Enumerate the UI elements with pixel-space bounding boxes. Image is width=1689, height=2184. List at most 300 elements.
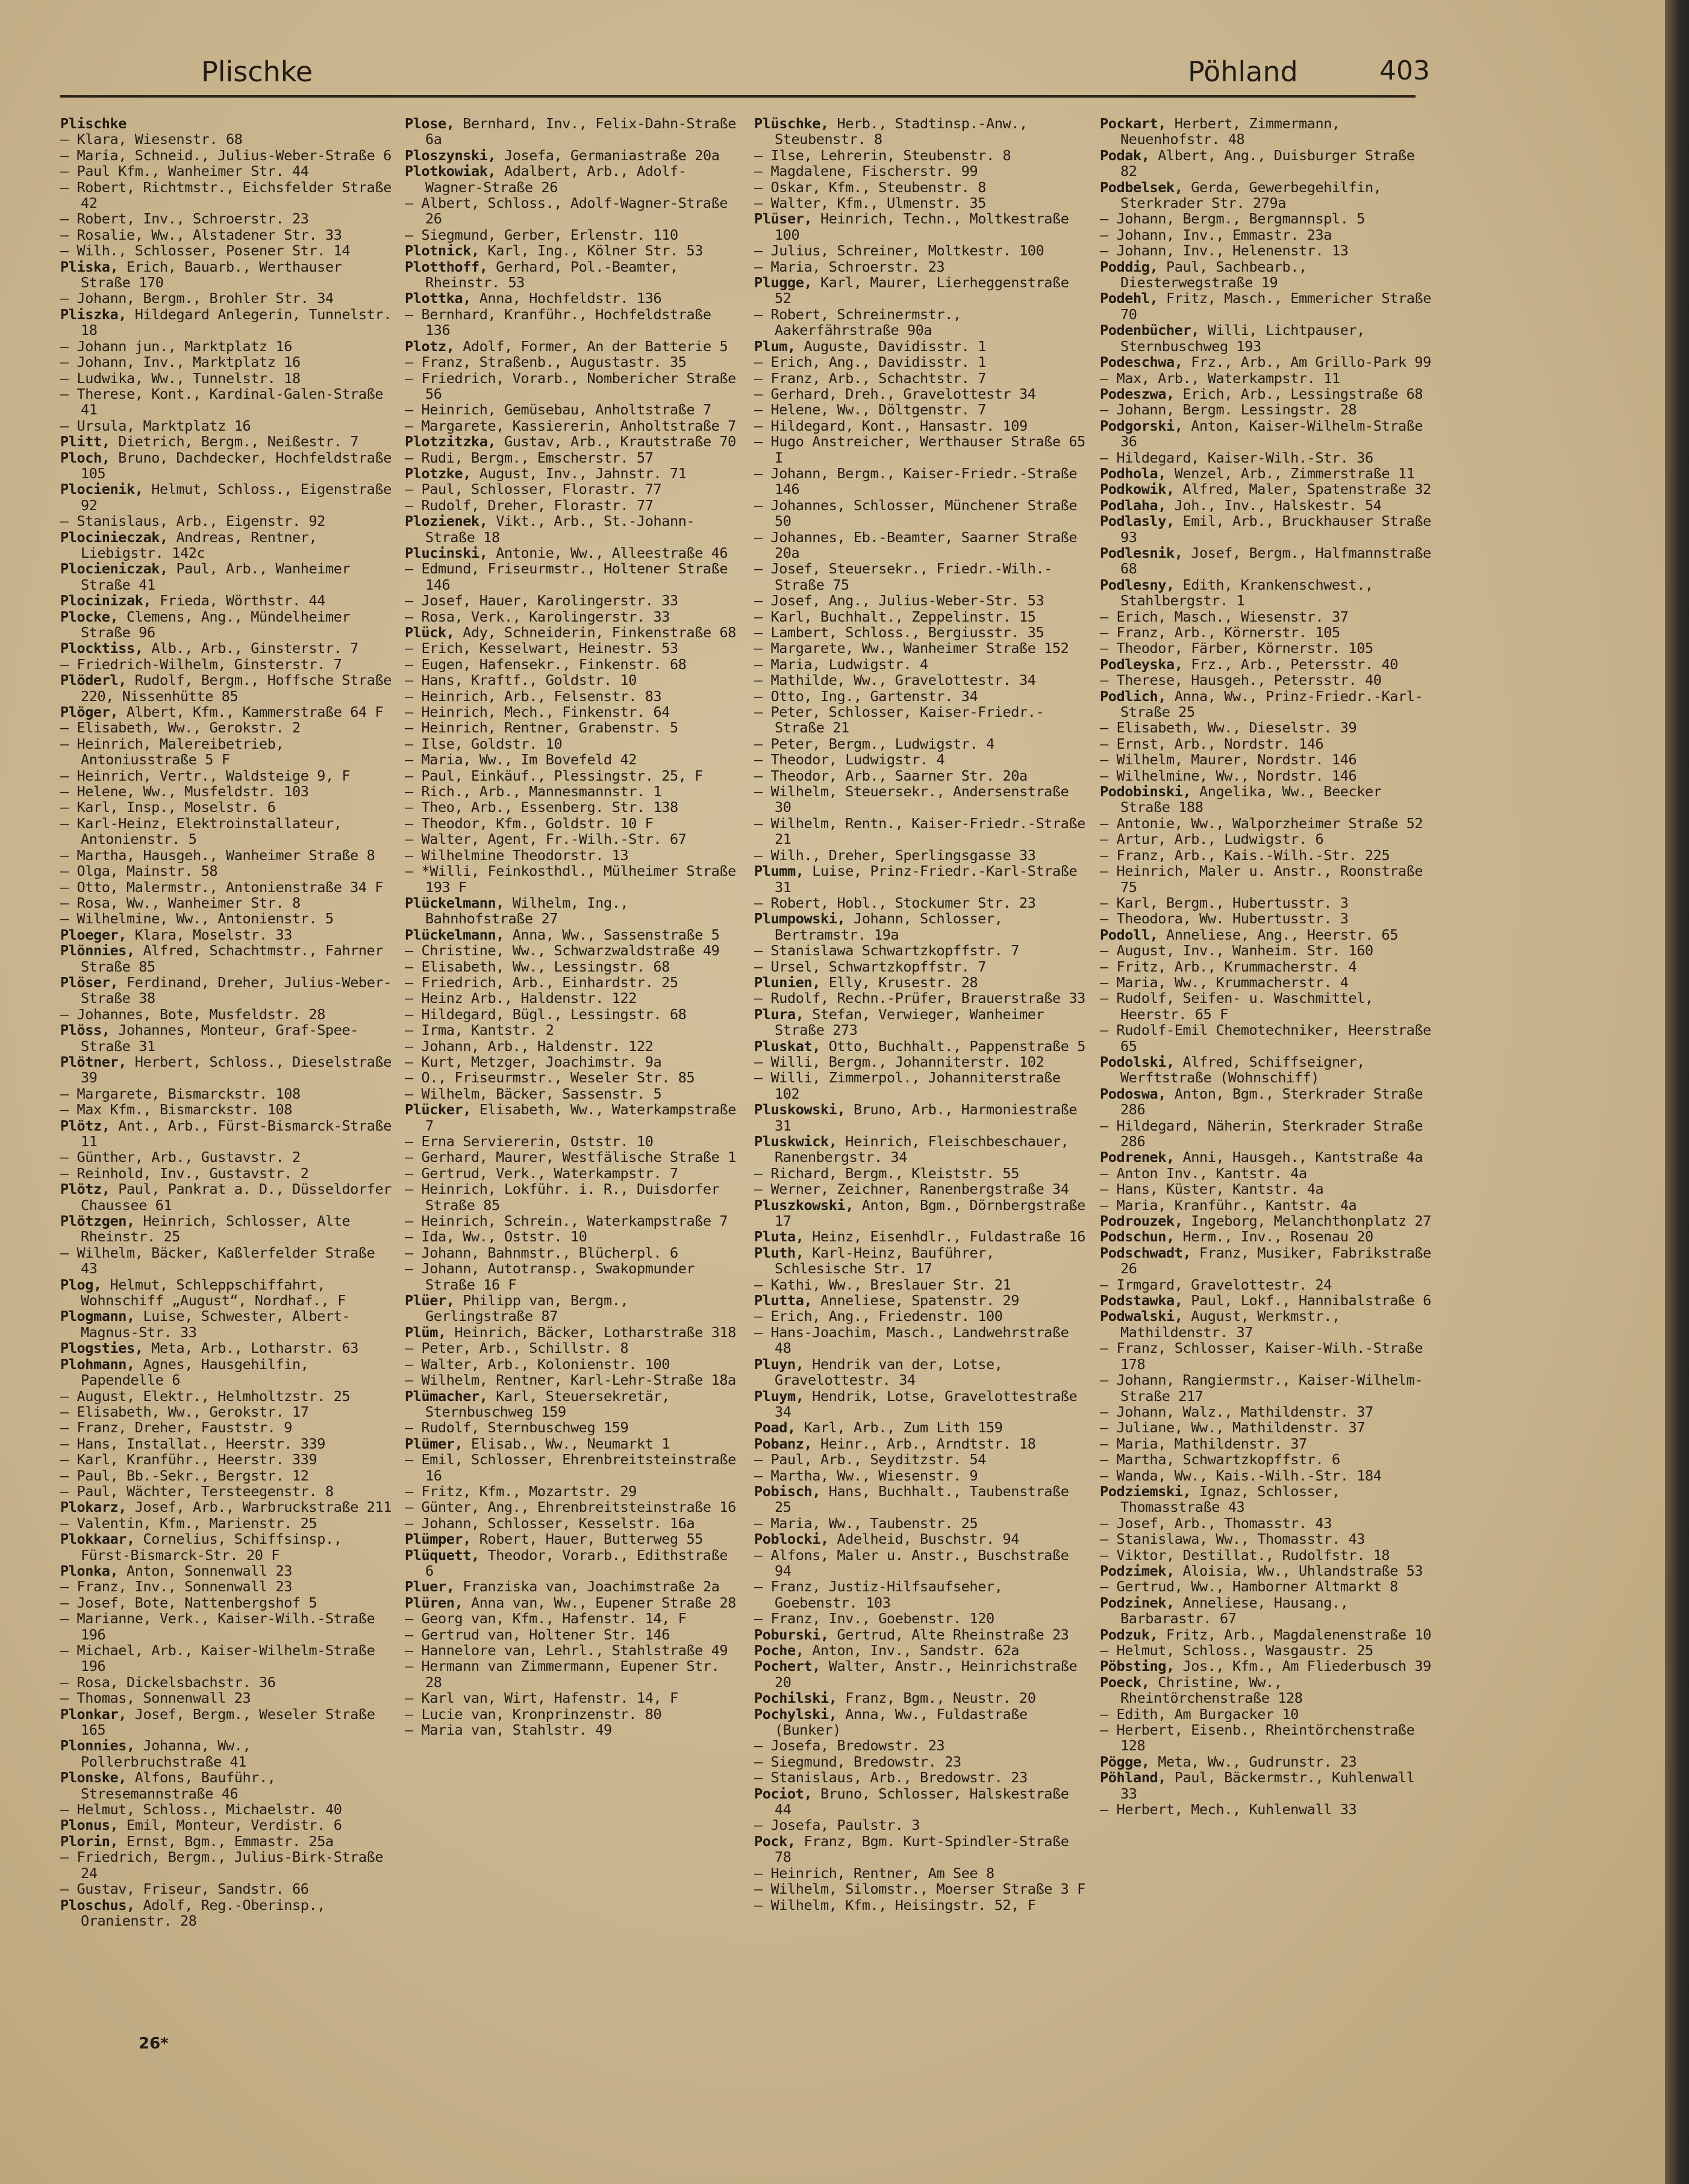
directory-entry — [1100, 116, 1437, 148]
entry-details: — Friedrich, Vorarb., Nombericher Straße 56 — [405, 369, 736, 402]
entry-surname: Plose, — [405, 115, 455, 132]
entry-surname: Pluskat, — [754, 1037, 820, 1055]
directory-entry — [754, 402, 1091, 417]
directory-entry — [1100, 959, 1437, 975]
entry-details: Josef, Bergm., Halfmannstraße 68 — [1120, 544, 1431, 578]
directory-entry — [1100, 1643, 1437, 1658]
directory-entry — [60, 131, 398, 147]
column-3 — [754, 116, 1091, 1913]
directory-entry — [405, 1006, 742, 1022]
entry-surname: Plückelmann, — [405, 926, 504, 943]
directory-entry — [405, 609, 742, 625]
directory-entry — [1100, 450, 1437, 466]
entry-details: — Karl, Kranführ., Heerstr. 339 — [60, 1451, 317, 1468]
entry-details: — Hildegard, Kont., Hansastr. 109 — [754, 417, 1028, 434]
entry-surname: Podgorski, — [1100, 417, 1183, 434]
directory-entry — [60, 736, 398, 768]
entry-surname: Plümper, — [405, 1530, 471, 1548]
directory-entry — [405, 243, 742, 258]
directory-entry — [405, 1102, 742, 1134]
directory-entry — [754, 1484, 1091, 1515]
entry-details: — Maria, Schroerstr. 23 — [754, 258, 945, 275]
entry-details: Vikt., Arb., St.-Johann-Straße 18 — [425, 513, 695, 546]
directory-entry — [754, 1197, 1091, 1229]
entry-surname: Plümer, — [405, 1435, 463, 1452]
directory-entry — [60, 1738, 398, 1770]
entry-details: — Anton Inv., Kantstr. 4a — [1100, 1164, 1307, 1182]
entry-details: — Johann, Bergm., Brohler Str. 34 — [60, 290, 334, 307]
directory-entry — [405, 259, 742, 291]
entry-details: — Therese, Hausgeh., Petersstr. 40 — [1100, 672, 1382, 689]
directory-entry — [60, 418, 398, 434]
directory-entry — [60, 1881, 398, 1897]
entry-surname: Pobanz, — [754, 1435, 813, 1452]
entry-details: Paul, Pankrat a. D., Düsseldorfer Chaussee 61 — [81, 1181, 392, 1214]
entry-details: — Rosalie, Ww., Alstadener Str. 33 — [60, 226, 342, 243]
directory-entry — [1100, 513, 1437, 545]
directory-entry — [405, 545, 742, 561]
entry-details: — Stanislawa, Ww., Thomasstr. 43 — [1100, 1530, 1365, 1548]
entry-details: — Hildegard, Näherin, Sterkrader Straße 286 — [1100, 1117, 1423, 1150]
entry-details: — Edmund, Friseurmstr., Holtener Straße 146 — [405, 560, 728, 593]
directory-entry — [60, 1515, 398, 1531]
directory-entry — [405, 466, 742, 481]
directory-entry — [754, 784, 1091, 816]
entry-details: — Friedrich, Bergm., Julius-Birk-Straße 24 — [60, 1849, 384, 1882]
directory-entry — [405, 1611, 742, 1626]
directory-entry — [405, 1484, 742, 1499]
directory-entry — [405, 1643, 742, 1658]
entry-details: Aloisia, Ww., Uhlandstraße 53 — [1174, 1562, 1423, 1579]
entry-surname: Plonus, — [60, 1817, 119, 1834]
directory-entry — [754, 911, 1091, 943]
directory-entry — [1100, 1515, 1437, 1531]
entry-details: — Josef, Bote, Nattenbergshof 5 — [60, 1594, 317, 1611]
directory-entry — [405, 1420, 742, 1435]
entry-details: Herb., Stadtinsp.-Anw., Steubenstr. 8 — [775, 115, 1028, 148]
entry-surname: Plum, — [754, 337, 796, 355]
entry-surname: Pochert, — [754, 1658, 820, 1675]
entry-surname: Podolski, — [1100, 1053, 1175, 1070]
entry-details: — Christine, Ww., Schwarzwaldstraße 49 — [405, 942, 720, 959]
directory-entry — [1100, 1754, 1437, 1770]
entry-details: — Antonie, Ww., Walporzheimer Straße 52 — [1100, 814, 1423, 832]
entry-surname: Plozienek, — [405, 513, 488, 530]
entry-details: Heinrich, Bäcker, Lotharstraße 318 — [446, 1323, 736, 1341]
directory-entry — [60, 799, 398, 815]
entry-details: Erich, Arb., Lessingstraße 68 — [1174, 385, 1423, 402]
directory-entry — [754, 163, 1091, 179]
entry-details: — Wilhelm, Silomstr., Moerser Straße 3 F — [754, 1880, 1085, 1898]
entry-details: — Hannelore van, Lehrl., Stahlstraße 49 — [405, 1642, 728, 1659]
entry-surname: Pluth, — [754, 1244, 804, 1261]
entry-details: — O., Friseurmstr., Weseler Str. 85 — [405, 1069, 695, 1087]
entry-surname: Pociot, — [754, 1785, 813, 1802]
entry-surname: Pöhland, — [1100, 1769, 1166, 1786]
entry-details: — Ernst, Arb., Nordstr. 146 — [1100, 735, 1324, 752]
entry-details: — Rudolf, Dreher, Florastr. 77 — [405, 496, 654, 514]
directory-entry — [1100, 752, 1437, 767]
entry-surname: Podstawka, — [1100, 1292, 1183, 1309]
entry-details: Edith, Krankenschwest., Stahlbergstr. 1 — [1120, 576, 1373, 610]
entry-surname: Pluszkowski, — [754, 1196, 854, 1214]
entry-details: — Johannes, Bote, Musfeldstr. 28 — [60, 1005, 325, 1023]
entry-surname: Plüm, — [405, 1323, 446, 1341]
directory-entry — [754, 339, 1091, 354]
entry-details: — Robert, Hobl., Stockumer Str. 23 — [754, 894, 1036, 911]
directory-entry — [405, 1340, 742, 1356]
entry-details: Bruno, Arb., Harmoniestraße 31 — [775, 1101, 1078, 1134]
directory-entry — [754, 211, 1091, 243]
directory-entry — [405, 847, 742, 863]
entry-details: — Josefa, Paulstr. 3 — [754, 1817, 920, 1834]
directory-entry — [754, 1690, 1091, 1706]
entry-surname: Plucinski, — [405, 544, 488, 561]
directory-entry — [405, 227, 742, 243]
directory-entry — [754, 386, 1091, 402]
directory-entry — [754, 307, 1091, 339]
entry-details: Karl, Arb., Zum Lith 159 — [795, 1419, 1003, 1437]
entry-surname: Plohmann, — [60, 1355, 135, 1373]
entry-details: — Ida, Ww., Oststr. 10 — [405, 1228, 587, 1246]
directory-entry — [1100, 179, 1437, 211]
directory-entry — [405, 307, 742, 339]
directory-entry — [405, 1356, 742, 1372]
entry-details: Christine, Ww., Rheintörchenstraße 128 — [1120, 1673, 1303, 1707]
directory-entry — [754, 1658, 1091, 1690]
directory-entry — [1100, 911, 1437, 926]
directory-entry — [405, 450, 742, 466]
directory-entry — [1100, 1658, 1437, 1674]
entry-details: — Heinrich, Rentner, Am See 8 — [754, 1864, 994, 1882]
directory-entry — [60, 307, 398, 339]
entry-surname: Plötz, — [60, 1181, 110, 1198]
entry-surname: Ploch, — [60, 449, 110, 466]
entry-details: — Theodor, Arb., Saarner Str. 20a — [754, 767, 1028, 784]
entry-details: — Hugo Anstreicher, Werthauser Straße 65 I — [754, 433, 1085, 466]
entry-details: — Therese, Kont., Kardinal-Galen-Straße 41 — [60, 385, 384, 419]
entry-details: Karl-Heinz, Bauführer, Schlesische Str. 17 — [775, 1244, 994, 1278]
entry-details: — Erich, Ang., Davidisstr. 1 — [754, 354, 986, 371]
directory-entry — [60, 179, 398, 211]
entry-details: — Franz, Justiz-Hilfsaufseher, Goebenstr. 103 — [754, 1578, 1003, 1611]
entry-details: Klara, Moselstr. 33 — [126, 926, 292, 943]
entry-details: Johanna, Ww., Pollerbruchstraße 41 — [81, 1737, 251, 1770]
entry-details: Ant., Arb., Fürst-Bismarck-Straße 11 — [81, 1117, 392, 1150]
entry-details: — Maria van, Stahlstr. 49 — [405, 1721, 612, 1739]
directory-entry — [1100, 1627, 1437, 1643]
entry-details: Albert, Ang., Duisburger Straße 82 — [1120, 146, 1415, 180]
entry-details: Adolf, Former, An der Batterie 5 — [454, 337, 728, 355]
directory-entry — [60, 895, 398, 911]
directory-entry — [60, 847, 398, 863]
directory-entry — [405, 720, 742, 735]
directory-entry — [754, 1754, 1091, 1770]
entry-details: — Rudolf, Rechn.-Prüfer, Brauerstraße 33 — [754, 990, 1085, 1007]
entry-details: — Ilse, Lehrerin, Steubenstr. 8 — [754, 146, 1011, 164]
directory-entry — [754, 561, 1091, 593]
directory-entry — [60, 720, 398, 735]
directory-entry — [754, 609, 1091, 625]
directory-entry — [754, 1515, 1091, 1531]
entry-details: Anni, Hausgeh., Kantstraße 4a — [1174, 1149, 1423, 1166]
directory-entry — [60, 211, 398, 226]
directory-entry — [405, 593, 742, 608]
entry-surname: Plunien, — [754, 973, 820, 991]
entry-details: — Johann, Schlosser, Kesselstr. 16a — [405, 1514, 695, 1532]
entry-surname: Podoswa, — [1100, 1085, 1166, 1102]
directory-entry — [405, 1595, 742, 1611]
entry-details: Paul, Lokf., Hannibalstraße 6 — [1182, 1292, 1431, 1309]
directory-entry — [754, 704, 1091, 736]
directory-entry — [1100, 354, 1437, 370]
entry-details: — Viktor, Destillat., Rudolfstr. 18 — [1100, 1546, 1390, 1564]
entry-surname: Podeszwa, — [1100, 385, 1175, 402]
directory-entry — [60, 290, 398, 306]
directory-entry — [1100, 243, 1437, 258]
directory-entry — [754, 466, 1091, 498]
directory-entry — [60, 163, 398, 179]
entry-surname: Podehl, — [1100, 290, 1158, 307]
entry-details: Franziska van, Joachimstraße 2a — [454, 1578, 720, 1596]
directory-entry — [405, 704, 742, 720]
entry-details: Alfred, Maler, Spatenstraße 32 — [1174, 481, 1431, 498]
entry-details: — Oskar, Kfm., Steubenstr. 8 — [754, 178, 986, 196]
directory-entry — [405, 1706, 742, 1722]
entry-surname: Ploschus, — [60, 1896, 135, 1914]
directory-entry — [754, 672, 1091, 688]
entry-details: Cornelius, Schiffsinsp., Fürst-Bismarck-Str. 20 F — [81, 1530, 342, 1564]
directory-entry — [1100, 1308, 1437, 1340]
directory-entry — [1100, 1340, 1437, 1372]
entry-details: — Günter, Ang., Ehrenbreitsteinstraße 16 — [405, 1499, 736, 1516]
directory-entry — [1100, 625, 1437, 640]
directory-entry — [60, 116, 398, 131]
directory-entry — [60, 243, 398, 258]
entry-details: — Martha, Ww., Wiesenstr. 9 — [754, 1467, 978, 1484]
entry-details: — Johann, Walz., Mathildenstr. 37 — [1100, 1403, 1373, 1420]
directory-entry — [405, 513, 742, 545]
entry-details: Ingeborg, Melanchthonplatz 27 — [1182, 1212, 1431, 1230]
directory-entry — [405, 1229, 742, 1244]
entry-surname: Plüschke, — [754, 115, 829, 132]
entry-details: — Maria, Ww., Im Bovefeld 42 — [405, 751, 637, 769]
directory-entry — [1100, 927, 1437, 943]
entry-details: — Stanislaus, Arb., Bredowstr. 23 — [754, 1769, 1028, 1786]
entry-surname: Plonkar, — [60, 1705, 126, 1723]
directory-entry — [754, 1388, 1091, 1420]
directory-entry — [405, 1547, 742, 1579]
entry-details: — Maria, Ludwigstr. 4 — [754, 655, 928, 673]
entry-details: — Heinrich, Lokführ. i. R., Duisdorfer Straße 85 — [405, 1181, 720, 1214]
directory-entry — [405, 1261, 742, 1293]
directory-entry — [754, 1006, 1091, 1038]
entry-details: — Peter, Arb., Schillstr. 8 — [405, 1340, 629, 1357]
entry-surname: Podlesnik, — [1100, 544, 1183, 561]
entry-surname: Pluyn, — [754, 1355, 804, 1373]
directory-entry — [1100, 1229, 1437, 1244]
directory-entry — [405, 498, 742, 513]
entry-details: August, Werkmstr., Mathildenstr. 37 — [1120, 1308, 1340, 1341]
directory-entry — [754, 1229, 1091, 1244]
directory-entry — [405, 863, 742, 895]
directory-entry — [405, 195, 742, 227]
directory-entry — [60, 370, 398, 386]
entry-details: — Rudolf, Sternbuschweg 159 — [405, 1419, 629, 1437]
entry-details: — Johann, Autotransp., Swakopmunder Straße 16 F — [405, 1260, 695, 1293]
directory-entry — [1100, 657, 1437, 672]
directory-entry — [60, 1817, 398, 1833]
directory-entry — [405, 1579, 742, 1594]
entry-details: — Josef, Ang., Julius-Weber-Str. 53 — [754, 592, 1044, 610]
directory-entry — [60, 227, 398, 243]
entry-details: — Kathi, Ww., Breslauer Str. 21 — [754, 1276, 1011, 1293]
entry-surname: Pluskwick, — [754, 1133, 837, 1150]
directory-entry — [1100, 1197, 1437, 1213]
directory-entry — [754, 434, 1091, 466]
entry-surname: Plöser, — [60, 973, 119, 991]
entry-surname: Podwalski, — [1100, 1308, 1183, 1325]
entry-surname: Plocinizak, — [60, 592, 152, 610]
entry-details: — Fritz, Kfm., Mozartstr. 29 — [405, 1482, 637, 1500]
entry-details: Fritz, Arb., Magdalenenstraße 10 — [1158, 1626, 1431, 1643]
entry-details: — Heinrich, Rentner, Grabenstr. 5 — [405, 719, 678, 737]
directory-entry — [754, 1738, 1091, 1753]
entry-surname: Pliszka, — [60, 305, 126, 323]
entry-details: — Rudolf-Emil Chemotechniker, Heerstraße 65 — [1100, 1022, 1431, 1055]
directory-entry — [60, 1563, 398, 1579]
directory-entry — [754, 116, 1091, 148]
entry-details: — Maria, Schneid., Julius-Weber-Straße 6 — [60, 146, 392, 164]
entry-surname: Plüquett, — [405, 1546, 479, 1564]
directory-entry — [1100, 1181, 1437, 1197]
directory-entry — [754, 1134, 1091, 1165]
directory-entry — [405, 895, 742, 927]
directory-entry — [754, 736, 1091, 752]
directory-entry — [60, 927, 398, 943]
entry-details: — Wilhelm, Steuersekr., Andersenstraße 30 — [754, 783, 1069, 816]
directory-entry — [405, 434, 742, 449]
entry-details: Karl, Steuersekretär, Sternbuschweg 159 — [425, 1387, 670, 1420]
entry-details: Adalbert, Arb., Adolf-Wagner-Straße 26 — [425, 163, 687, 196]
entry-surname: Podobinski, — [1100, 783, 1191, 800]
directory-entry — [754, 1245, 1091, 1277]
directory-entry — [754, 943, 1091, 958]
entry-details: Herbert, Schloss., Dieselstraße 39 — [81, 1053, 392, 1087]
directory-entry — [60, 943, 398, 975]
entry-surname: Plüser, — [754, 210, 813, 228]
directory-entry — [1100, 1054, 1437, 1086]
entry-surname: Plötner, — [60, 1053, 126, 1070]
directory-entry — [60, 879, 398, 895]
entry-details: Emil, Monteur, Verdistr. 6 — [118, 1817, 342, 1834]
entry-surname: Plogmann, — [60, 1308, 135, 1325]
entry-surname: Pobisch, — [754, 1482, 820, 1500]
entry-details: Frz., Arb., Petersstr. 40 — [1182, 655, 1398, 673]
entry-surname: Podziemski, — [1100, 1482, 1191, 1500]
directory-entry — [754, 195, 1091, 211]
entry-surname: Podlaha, — [1100, 496, 1166, 514]
entry-surname: Plocieniczak, — [60, 560, 168, 578]
entry-details: — Erna Serviererin, Oststr. 10 — [405, 1133, 654, 1150]
directory-entry — [1100, 577, 1437, 609]
directory-entry — [405, 1022, 742, 1038]
directory-entry — [754, 1356, 1091, 1388]
entry-details: — Heinrich, Gemüsebau, Anholtstraße 7 — [405, 401, 711, 419]
directory-entry — [1100, 975, 1437, 990]
directory-entry — [1100, 736, 1437, 752]
signature-mark: 26* — [139, 2035, 169, 2053]
directory-entry — [405, 561, 742, 593]
directory-entry — [754, 354, 1091, 370]
entry-surname: Ploeger, — [60, 926, 126, 943]
directory-entry — [60, 1452, 398, 1467]
entry-surname: Plocinieczak, — [60, 528, 168, 546]
directory-entry — [60, 816, 398, 847]
entry-details: Adolf, Reg.-Oberinsp., Oranienstr. 28 — [81, 1896, 325, 1929]
directory-entry — [405, 290, 742, 306]
directory-entry — [405, 370, 742, 402]
directory-entry — [405, 816, 742, 831]
entry-details: — Theo, Arb., Essenberg. Str. 138 — [405, 799, 678, 816]
entry-details: Meta, Ww., Gudrunstr. 23 — [1149, 1753, 1357, 1770]
directory-entry — [754, 1627, 1091, 1643]
entry-details: Josef, Bergm., Weseler Straße 165 — [81, 1705, 375, 1739]
directory-entry — [405, 688, 742, 704]
directory-entry — [405, 1499, 742, 1515]
entry-details: — Siegmund, Bredowstr. 23 — [754, 1753, 961, 1770]
entry-surname: Plüren, — [405, 1594, 463, 1611]
entry-details: — Theodora, Ww. Hubertusstr. 3 — [1100, 910, 1349, 928]
directory-entry — [754, 640, 1091, 656]
entry-surname: Plotzke, — [405, 464, 471, 482]
entry-details: — Wilhelmine, Ww., Antonienstr. 5 — [60, 910, 334, 928]
directory-entry — [1100, 1674, 1437, 1706]
directory-entry — [60, 1245, 398, 1277]
entry-details: Joh., Inv., Halskestr. 54 — [1166, 496, 1382, 514]
entry-details: — Irma, Kantstr. 2 — [405, 1022, 554, 1039]
entry-surname: Podlesny, — [1100, 576, 1175, 593]
entry-details: — Bernhard, Kranführ., Hochfeldstraße 136 — [405, 305, 711, 339]
entry-surname: Plönnies, — [60, 942, 135, 959]
directory-entry — [754, 1643, 1091, 1658]
directory-entry — [405, 943, 742, 958]
entry-surname: Pluskowski, — [754, 1101, 846, 1119]
entry-surname: Pock, — [754, 1832, 796, 1850]
entry-details: — Otto, Malermstr., Antonienstraße 34 F — [60, 878, 384, 896]
entry-details: — Wanda, Ww., Kais.-Wilh.-Str. 184 — [1100, 1467, 1382, 1484]
entry-details: Elisabeth, Ww., Waterkampstraße 7 — [425, 1101, 736, 1134]
entry-surname: Pluer, — [405, 1578, 455, 1596]
entry-details: Ernst, Bgm., Emmastr. 25a — [118, 1832, 334, 1850]
entry-details: Bruno, Schlosser, Halskestraße 44 — [775, 1785, 1069, 1818]
directory-entry — [1100, 481, 1437, 497]
directory-entry — [1100, 720, 1437, 735]
entry-details: — Johann, Inv., Helenenstr. 13 — [1100, 242, 1349, 260]
directory-entry — [1100, 943, 1437, 958]
directory-entry — [754, 275, 1091, 307]
entry-surname: Plüer, — [405, 1292, 455, 1309]
entry-details: — Magdalene, Fischerstr. 99 — [754, 163, 978, 180]
directory-entry — [60, 1595, 398, 1611]
entry-details: — Max, Arb., Waterkampstr. 11 — [1100, 369, 1340, 387]
directory-entry — [754, 529, 1091, 561]
entry-details: — Michael, Arb., Kaiser-Wilhelm-Straße 196 — [60, 1642, 375, 1675]
directory-entry — [60, 1499, 398, 1515]
entry-details: — Karl, Insp., Moselstr. 6 — [60, 799, 276, 816]
directory-entry — [60, 386, 398, 418]
directory-entry — [60, 354, 398, 370]
